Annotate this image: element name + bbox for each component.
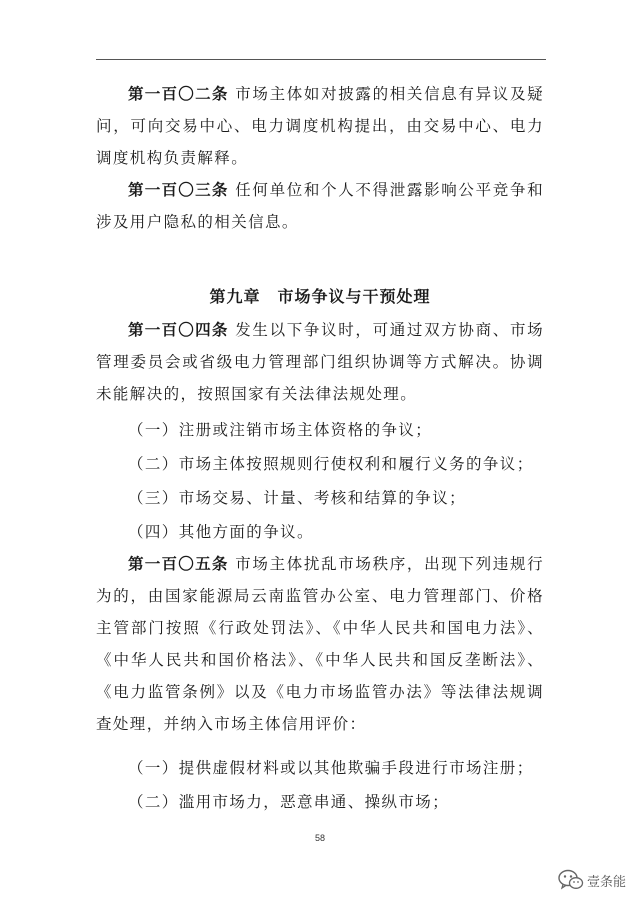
chapter-heading: 第九章 市场争议与干预处理 xyxy=(209,287,431,306)
article-104 xyxy=(96,314,544,410)
article-number: 第一百〇四条 xyxy=(128,321,229,339)
list-item: （三）市场交易、计量、考核和结算的争议； xyxy=(128,489,467,507)
page-number: 58 xyxy=(314,833,325,843)
list-item: （二）市场主体按照规则行使权利和履行义务的争议； xyxy=(128,455,534,473)
wechat-icon xyxy=(558,869,584,891)
article-text: 任何单位和个人不得泄露影响公平竞争和涉及用户隐私的相关信息。 xyxy=(96,181,545,231)
list-item: （一）注册或注销市场主体资格的争议； xyxy=(128,421,433,439)
article-number: 第一百〇五条 xyxy=(128,555,229,573)
article-number: 第一百〇三条 xyxy=(128,181,229,199)
watermark-label: 壹条能 xyxy=(586,874,626,890)
list-item: （二）滥用市场力，恶意串通、操纵市场； xyxy=(128,793,450,811)
article-number: 第一百〇二条 xyxy=(128,85,229,103)
article-103 xyxy=(96,174,544,238)
article-text: 市场主体扰乱市场秩序，出现下列违规行为的，由国家能源局云南监管办公室、电力管理部门、价格主管部门按照《行政处罚法》、《中华人民共和国电力法》、《中华人民共和国价格法》、《中华人民共和国反垄断法》、《电力监管条例》以及《电力市场监管办法》等法律法规调查处理，并纳入市场主体信用评价： xyxy=(96,555,545,733)
article-text: 发生以下争议时，可通过双方协商、市场管理委员会或省级电力管理部门组织协调等方式解决。协调未能解决的，按照国家有关法律法规处理。 xyxy=(96,321,545,403)
watermark xyxy=(558,869,626,891)
list-item: （四）其他方面的争议。 xyxy=(128,523,314,541)
header-rule xyxy=(96,59,546,60)
article-105 xyxy=(96,548,544,740)
article-102 xyxy=(96,78,544,174)
list-item: （一）提供虚假材料或以其他欺骗手段进行市场注册； xyxy=(128,759,534,777)
article-text: 市场主体如对披露的相关信息有异议及疑问，可向交易中心、电力调度机构提出，由交易中心、电力调度机构负责解释。 xyxy=(96,85,545,167)
